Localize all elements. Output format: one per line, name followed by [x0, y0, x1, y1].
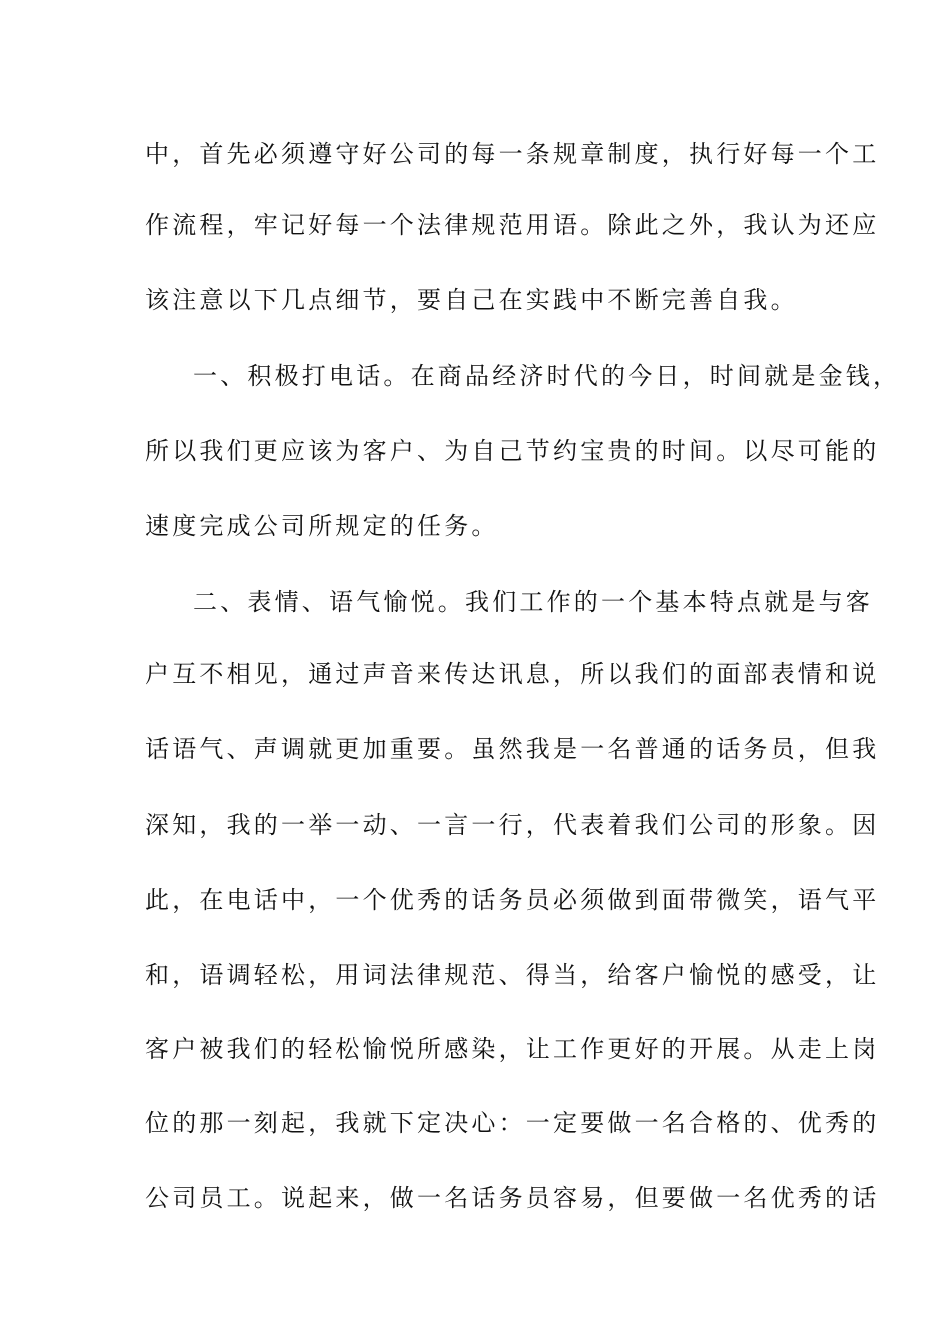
text-line: 此，在电话中，一个优秀的话务员必须做到面带微笑，语气平	[145, 886, 880, 914]
paragraph-heading-line: 二、表情、语气愉悦。我们工作的一个基本特点就是与客	[193, 588, 873, 616]
text-line: 客户被我们的轻松愉悦所感染，让工作更好的开展。从走上岗	[145, 1035, 880, 1063]
text-line: 公司员工。说起来，做一名话务员容易，但要做一名优秀的话	[145, 1184, 880, 1212]
text-line: 速度完成公司所规定的任务。	[145, 512, 499, 540]
text-line: 中，首先必须遵守好公司的每一条规章制度，执行好每一个工	[145, 140, 880, 168]
text-line: 和，语调轻松，用词法律规范、得当，给客户愉悦的感受，让	[145, 961, 880, 989]
text-line: 话语气、声调就更加重要。虽然我是一名普通的话务员，但我	[145, 735, 880, 763]
text-line: 位的那一刻起，我就下定决心：一定要做一名合格的、优秀的	[145, 1109, 880, 1137]
text-line: 所以我们更应该为客户、为自己节约宝贵的时间。以尽可能的	[145, 437, 880, 465]
text-line: 作流程，牢记好每一个法律规范用语。除此之外，我认为还应	[145, 211, 880, 239]
text-line: 户互不相见，通过声音来传达讯息，所以我们的面部表情和说	[145, 660, 880, 688]
text-line: 该注意以下几点细节，要自己在实践中不断完善自我。	[145, 286, 798, 314]
text-line: 深知，我的一举一动、一言一行，代表着我们公司的形象。因	[145, 811, 880, 839]
paragraph-heading-line: 一、积极打电话。在商品经济时代的今日，时间就是金钱，	[193, 362, 901, 390]
